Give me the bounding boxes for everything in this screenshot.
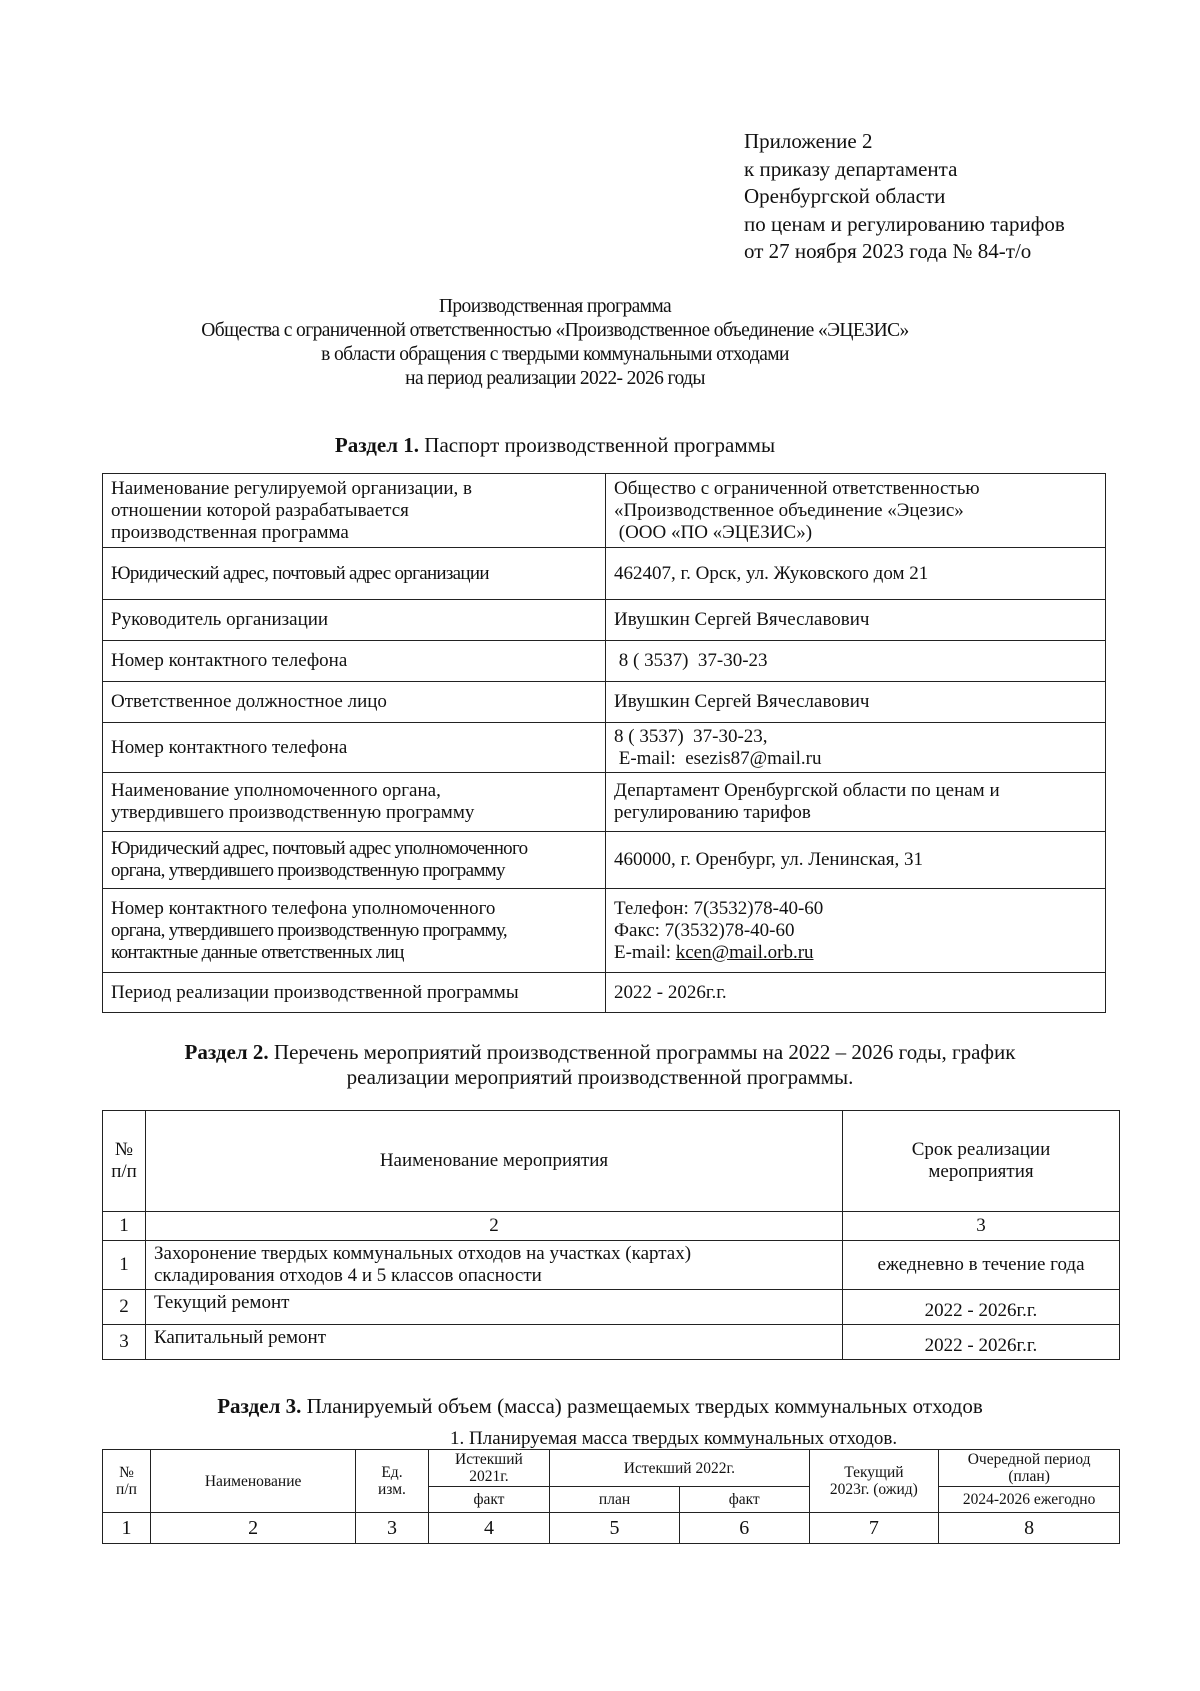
cell-line: органа, утвердившего производственную программу, [111, 919, 507, 941]
passport-field-name [103, 773, 606, 832]
program-title-line: Общества с ограниченной ответственностью «Производственное объединение «ЭЦЕЗИС» [201, 320, 909, 341]
waste-mass-table [102, 1449, 1120, 1544]
cell-line: Текущий [844, 1464, 904, 1481]
appendix-line: Приложение 2 [744, 129, 873, 153]
email-prefix: E-mail: [614, 941, 676, 963]
table-row [103, 1290, 1120, 1325]
cell-line: складирования отходов 4 и 5 классов опасности [154, 1265, 542, 1286]
table-row [103, 773, 1106, 832]
section3-subtitle: 1. Планируемая масса твердых коммунальных отходов. [450, 1428, 898, 1449]
passport-field-value [606, 641, 1106, 682]
cell-line: 460000, г. Оренбург, ул. Ленинская, 31 [614, 849, 923, 870]
cell-line: № [119, 1464, 134, 1481]
section3-label: Раздел 3. [217, 1394, 302, 1418]
section1-heading [120, 433, 990, 458]
cell-line: 462407, г. Орск, ул. Жуковского дом 21 [614, 562, 929, 584]
cell-line: Ед. [381, 1464, 403, 1481]
table-row [103, 889, 1106, 973]
index-cell: 3 [356, 1513, 428, 1544]
passport-field-value [606, 474, 1106, 548]
appendix-line: Оренбургской области [744, 184, 946, 208]
table-header-row [103, 1450, 1120, 1487]
index-cell: 6 [679, 1513, 809, 1544]
program-title-line: в области обращения с твердыми коммунальными отходами [321, 344, 789, 365]
column-header-num [103, 1111, 146, 1212]
passport-field-name [103, 682, 606, 723]
cell-line: контактные данные ответственных лиц [111, 941, 404, 963]
cell-line: производственная программа [111, 521, 349, 543]
cell-line: «Производственное объединение «Эцезис» [614, 499, 964, 521]
appendix-header [744, 128, 1065, 266]
cell-line: п/п [111, 1161, 137, 1182]
table-row [103, 723, 1106, 773]
passport-field-value [606, 723, 1106, 773]
cell-line: Наименование регулируемой организации, в [111, 477, 473, 499]
contact-phone: Телефон: 7(3532)78-40-60 [614, 897, 824, 919]
cell-line: Департамент Оренбургской области по ценам и [614, 780, 1000, 801]
activity-name [146, 1290, 843, 1325]
index-cell: 7 [809, 1513, 939, 1544]
activity-term: 2022 - 2026г.г. [843, 1290, 1120, 1325]
cell-line: Руководитель организации [111, 609, 329, 630]
activities-table [102, 1110, 1120, 1360]
cell-line: регулированию тарифов [614, 802, 811, 823]
passport-field-name [103, 723, 606, 773]
cell-line: Юридический адрес, почтовый адрес уполномоченного [111, 838, 528, 859]
index-cell: 4 [428, 1513, 550, 1544]
cell-line: 8 ( 3537) 37-30-23, [614, 725, 768, 747]
cell-line: 2021г. [469, 1468, 509, 1485]
cell-line: мероприятия [928, 1161, 1034, 1182]
cell-line: 2022 - 2026г.г. [614, 981, 727, 1003]
section2-heading-line [60, 1040, 1140, 1065]
column-subheader-plan: план [550, 1487, 680, 1513]
cell-line: Период реализации производственной программы [111, 981, 519, 1003]
cell-line: Ответственное должностное лицо [111, 691, 387, 712]
passport-field-name [103, 474, 606, 548]
table-row [103, 641, 1106, 682]
column-header-2021 [428, 1450, 550, 1487]
section1-title: Паспорт производственной программы [419, 433, 776, 457]
cell-line: Юридический адрес, почтовый адрес организации [111, 562, 489, 584]
program-title-line: на период реализации 2022- 2026 годы [405, 368, 705, 389]
column-subheader-fact: факт [679, 1487, 809, 1513]
table-row [103, 832, 1106, 889]
passport-field-value [606, 889, 1106, 973]
table-row [103, 682, 1106, 723]
activity-term: ежедневно в течение года [843, 1241, 1120, 1290]
column-header-2022: Истекший 2022г. [550, 1450, 809, 1487]
passport-field-value [606, 682, 1106, 723]
cell-line: Наименование уполномоченного органа, [111, 780, 441, 801]
program-title-line: Производственная программа [438, 296, 672, 317]
index-cell: 2 [150, 1513, 355, 1544]
cell-line: органа, утвердившего производственную программу [111, 860, 505, 881]
column-header-name: Наименование [150, 1450, 355, 1513]
table-index-row [103, 1212, 1120, 1241]
table-row [103, 973, 1106, 1013]
passport-table [102, 473, 1106, 1013]
passport-field-name [103, 641, 606, 682]
section3-heading [60, 1394, 1140, 1419]
passport-field-name [103, 889, 606, 973]
email-link[interactable]: kcen@mail.orb.ru [675, 941, 814, 963]
table-row [103, 1325, 1120, 1360]
cell-line: Номер контактного телефона [111, 650, 348, 671]
passport-field-name [103, 600, 606, 641]
appendix-line: от 27 ноября 2023 года № 84-т/о [744, 239, 1032, 263]
section1-label: Раздел 1. [334, 433, 420, 457]
cell-line: Капитальный ремонт [154, 1327, 327, 1348]
passport-field-value [606, 832, 1106, 889]
table-row [103, 548, 1106, 600]
table-row [103, 1241, 1120, 1290]
cell-line: утвердившего производственную программу [111, 802, 475, 823]
table-index-row [103, 1513, 1120, 1544]
cell-line: № [114, 1139, 134, 1160]
section2-heading [60, 1040, 1140, 1090]
column-header-current [809, 1450, 939, 1513]
contact-email [614, 942, 1097, 964]
column-header-next [939, 1450, 1120, 1487]
column-subheader-fact: факт [428, 1487, 550, 1513]
index-cell: 2 [146, 1212, 843, 1241]
cell-line: Текущий ремонт [154, 1292, 290, 1313]
contact-fax: Факс: 7(3532)78-40-60 [614, 919, 795, 941]
cell-line: п/п [116, 1481, 137, 1498]
cell-line: Номер контактного телефона [111, 736, 348, 758]
cell-line: отношении которой разрабатывается [111, 499, 409, 521]
passport-field-name [103, 832, 606, 889]
contact-email: E-mail: esezis87@mail.ru [614, 747, 822, 769]
cell-line: Ивушкин Сергей Вячеславович [614, 609, 870, 630]
passport-field-value [606, 773, 1106, 832]
index-cell: 5 [550, 1513, 680, 1544]
row-number: 1 [103, 1241, 146, 1290]
passport-field-value [606, 600, 1106, 641]
index-cell: 8 [939, 1513, 1120, 1544]
cell-line: Захоронение твердых коммунальных отходов на участках (картах) [154, 1243, 692, 1264]
cell-line: (план) [1008, 1468, 1050, 1485]
cell-text: Наименование мероприятия [379, 1150, 609, 1171]
passport-field-value [606, 973, 1106, 1013]
section2-title: Перечень мероприятий производственной программы на 2022 – 2026 годы, график [268, 1040, 1016, 1064]
column-header-unit [356, 1450, 428, 1513]
passport-field-name [103, 548, 606, 600]
cell-line: Номер контактного телефона уполномоченного [111, 897, 496, 919]
row-number: 2 [103, 1290, 146, 1325]
cell-line: Очередной период [967, 1451, 1091, 1468]
table-row [103, 474, 1106, 548]
program-title [120, 295, 990, 391]
cell-line: 8 ( 3537) 37-30-23 [614, 650, 768, 671]
column-header-name [146, 1111, 843, 1212]
cell-line: 2023г. (ожид) [829, 1481, 918, 1498]
passport-field-value [606, 548, 1106, 600]
cell-line: изм. [378, 1481, 406, 1498]
column-header-term [843, 1111, 1120, 1212]
activity-name [146, 1325, 843, 1360]
row-number: 3 [103, 1325, 146, 1360]
cell-line: Общество с ограниченной ответственностью [614, 477, 980, 499]
activity-term: 2022 - 2026г.г. [843, 1325, 1120, 1360]
appendix-line: по ценам и регулированию тарифов [744, 211, 1065, 236]
activity-name [146, 1241, 843, 1290]
cell-line: (ООО «ПО «ЭЦЕЗИС») [614, 521, 813, 543]
appendix-line: к приказу департамента [744, 156, 958, 181]
column-header-num [103, 1450, 151, 1513]
section2-label: Раздел 2. [184, 1040, 269, 1064]
cell-line: Истекший [455, 1451, 523, 1468]
index-cell: 3 [843, 1212, 1120, 1241]
passport-field-name [103, 973, 606, 1013]
table-row [103, 600, 1106, 641]
section3-title: Планируемый объем (масса) размещаемых твердых коммунальных отходов [301, 1394, 983, 1418]
cell-line: Срок реализации [911, 1139, 1051, 1160]
column-subheader-next: 2024-2026 ежегодно [939, 1487, 1120, 1513]
index-cell: 1 [103, 1212, 146, 1241]
cell-line: Ивушкин Сергей Вячеславович [614, 691, 870, 712]
section2-heading-line: реализации мероприятий производственной программы. [346, 1065, 854, 1089]
index-cell: 1 [103, 1513, 151, 1544]
table-header-row [103, 1111, 1120, 1212]
